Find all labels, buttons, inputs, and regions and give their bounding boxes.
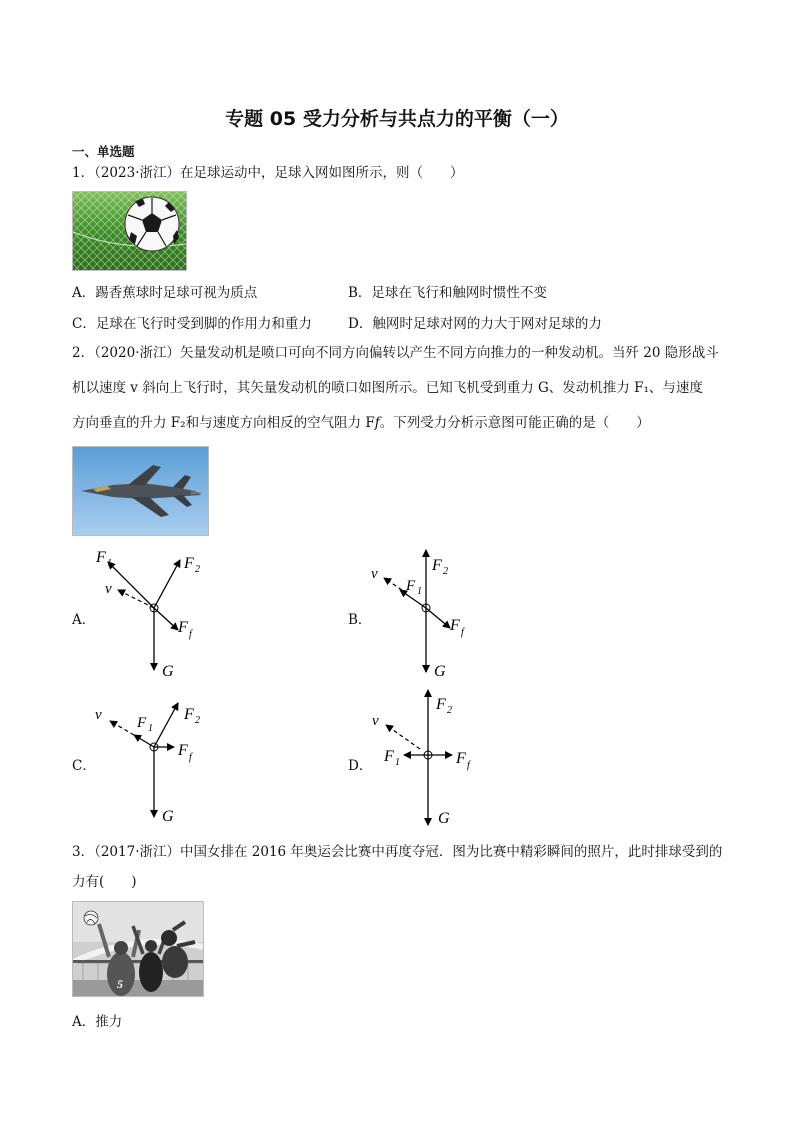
diagram-d: [362, 685, 502, 830]
label-f1: F: [137, 715, 147, 731]
volleyball-icon: [73, 902, 203, 996]
diagram-b: [362, 540, 502, 685]
label-g: G: [438, 810, 450, 827]
q3-stem-line1: 3．（2017·浙江）中国女排在 2016 年奥运会比赛中再度夺冠．图为比赛中精彩瞬间的照片，此时排球受到的: [72, 844, 723, 860]
q1-option-c: C．足球在飞行时受到脚的作用力和重力: [72, 316, 312, 332]
svg-text:f: f: [189, 752, 192, 763]
label-g: G: [162, 663, 174, 680]
svg-text:2: 2: [195, 564, 200, 575]
q1-option-b: B．足球在飞行和触网时惯性不变: [348, 285, 547, 301]
label-ff: F: [450, 617, 460, 634]
q3-stem-line2: 力有( ): [72, 874, 137, 890]
label-ff: F: [456, 750, 466, 767]
label-f2: F: [184, 555, 194, 572]
svg-text:1: 1: [107, 558, 112, 569]
label-v: v: [372, 713, 379, 729]
q1-stem: 1．（2023·浙江）在足球运动中，足球入网如图所示，则（ ）: [72, 165, 464, 181]
diagram-a: [90, 540, 230, 685]
label-f2: F: [432, 557, 442, 574]
svg-text:f: f: [461, 627, 464, 638]
svg-text:1: 1: [395, 757, 400, 768]
q3-option-a: A．推力: [72, 1014, 123, 1030]
svg-text:f: f: [189, 629, 192, 640]
q2-option-a-label: A．: [72, 612, 96, 628]
soccer-net-photo: [72, 191, 187, 271]
svg-text:1: 1: [417, 586, 422, 597]
q1-option-a: A．踢香蕉球时足球可视为质点: [72, 285, 258, 301]
q2-option-b-label: B．: [348, 612, 372, 628]
svg-text:2: 2: [443, 566, 448, 577]
label-ff: F: [178, 619, 188, 636]
label-f2: F: [184, 706, 194, 723]
svg-text:2: 2: [447, 705, 452, 716]
label-f1: F: [96, 549, 106, 566]
label-v: v: [105, 581, 112, 597]
label-v: v: [95, 707, 102, 723]
volleyball-photo: [72, 901, 204, 997]
label-g: G: [162, 808, 174, 825]
svg-text:f: f: [467, 760, 470, 771]
q2-stem-line1: 2．（2020·浙江）矢量发动机是喷口可向不同方向偏转以产生不同方向推力的一种发动机。当歼 20 隐形战斗: [72, 345, 719, 361]
soccer-ball-icon: [73, 192, 186, 270]
label-f1: F: [384, 748, 394, 765]
label-ff: F: [178, 742, 188, 759]
q2-stem-line3: 方向垂直的升力 F₂和与速度方向相反的空气阻力 F𝑓。下列受力分析示意图可能正确的是（ ）: [72, 415, 650, 431]
section-heading: 一、单选题: [72, 144, 135, 159]
page-title: 专题 05 受力分析与共点力的平衡（一）: [225, 108, 569, 130]
label-g: G: [434, 663, 446, 680]
fighter-jet-photo: [72, 446, 209, 536]
diagram-c: [90, 685, 230, 830]
q1-option-d: D．触网时足球对网的力大于网对足球的力: [348, 316, 602, 332]
q2-option-d-label: D．: [348, 758, 373, 774]
q2-stem-line2: 机以速度 v 斜向上飞行时，其矢量发动机的喷口如图所示。已知飞机受到重力 G、发动机推力 F₁、与速度: [72, 380, 703, 396]
label-f2: F: [436, 696, 446, 713]
fighter-jet-icon: [73, 447, 208, 535]
label-f1: F: [406, 578, 416, 594]
jersey-number: 5: [117, 977, 123, 991]
svg-text:1: 1: [148, 723, 153, 734]
svg-text:2: 2: [195, 715, 200, 726]
q2-option-c-label: C．: [72, 758, 96, 774]
label-v: v: [371, 566, 378, 582]
